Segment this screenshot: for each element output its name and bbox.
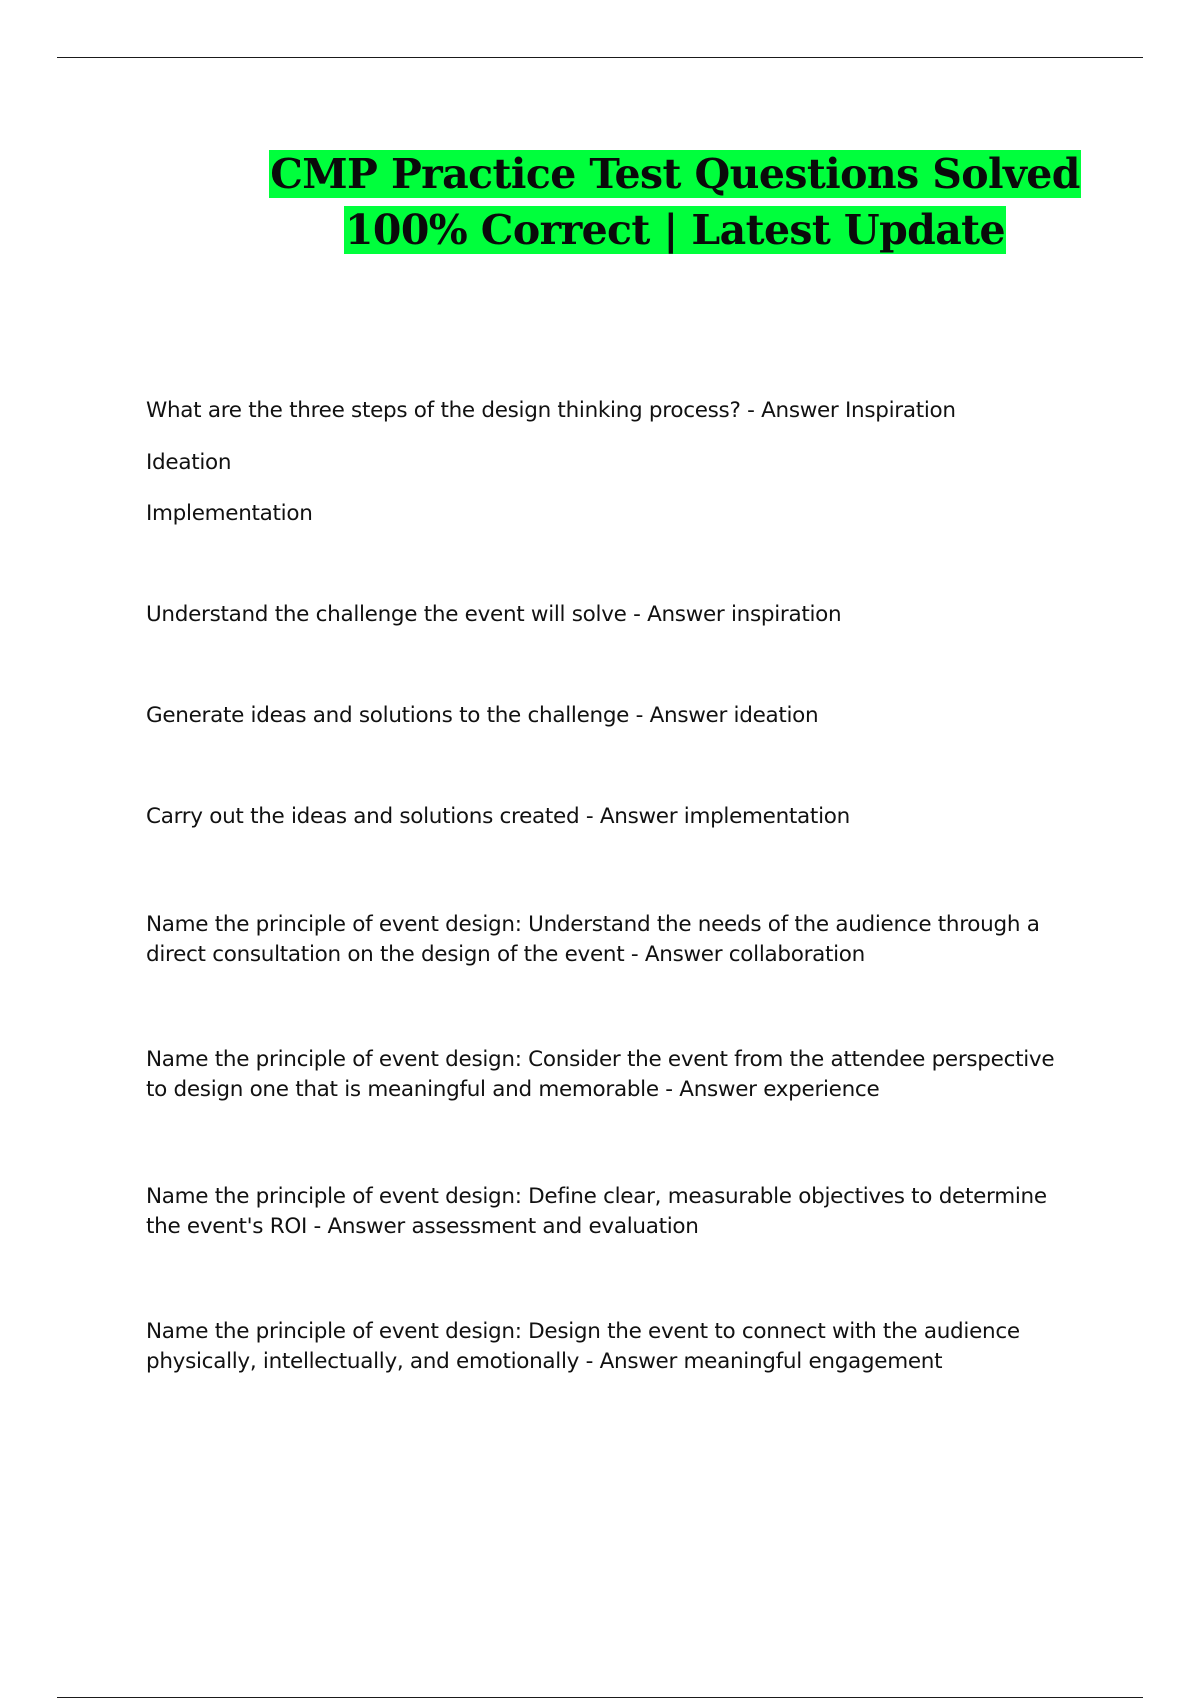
document-title — [250, 146, 1100, 258]
title-line-1: CMP Practice Test Questions Solved — [270, 150, 1080, 198]
qa-entry-8: Name the principle of event design: Consider the event from the attendee perspective to design one that is meaningful and memorable - Answer experience — [146, 1047, 1055, 1102]
title-line-2: 100% Correct | Latest Update — [344, 206, 1006, 254]
qa-entry-9: Name the principle of event design: Define clear, measurable objectives to determine the event's ROI - Answer assessment and evaluation — [146, 1184, 1047, 1239]
qa-entry-2: Ideation — [146, 450, 232, 475]
qa-entry-4: Understand the challenge the event will solve - Answer inspiration — [146, 602, 842, 627]
bottom-rule — [57, 1697, 1143, 1698]
qa-entry-7: Name the principle of event design: Understand the needs of the audience through a direct consultation on the design of the event - Answer collaboration — [146, 912, 1040, 967]
qa-entry-10: Name the principle of event design: Design the event to connect with the audience physically, intellectually, and emotionally - Answer meaningful engagement — [146, 1319, 1020, 1374]
qa-entry-3: Implementation — [146, 501, 313, 526]
qa-entry-5: Generate ideas and solutions to the challenge - Answer ideation — [146, 703, 819, 728]
top-rule — [57, 57, 1143, 58]
qa-entry-1: What are the three steps of the design thinking process? - Answer Inspiration — [146, 398, 956, 423]
qa-entry-6: Carry out the ideas and solutions created - Answer implementation — [146, 804, 850, 829]
